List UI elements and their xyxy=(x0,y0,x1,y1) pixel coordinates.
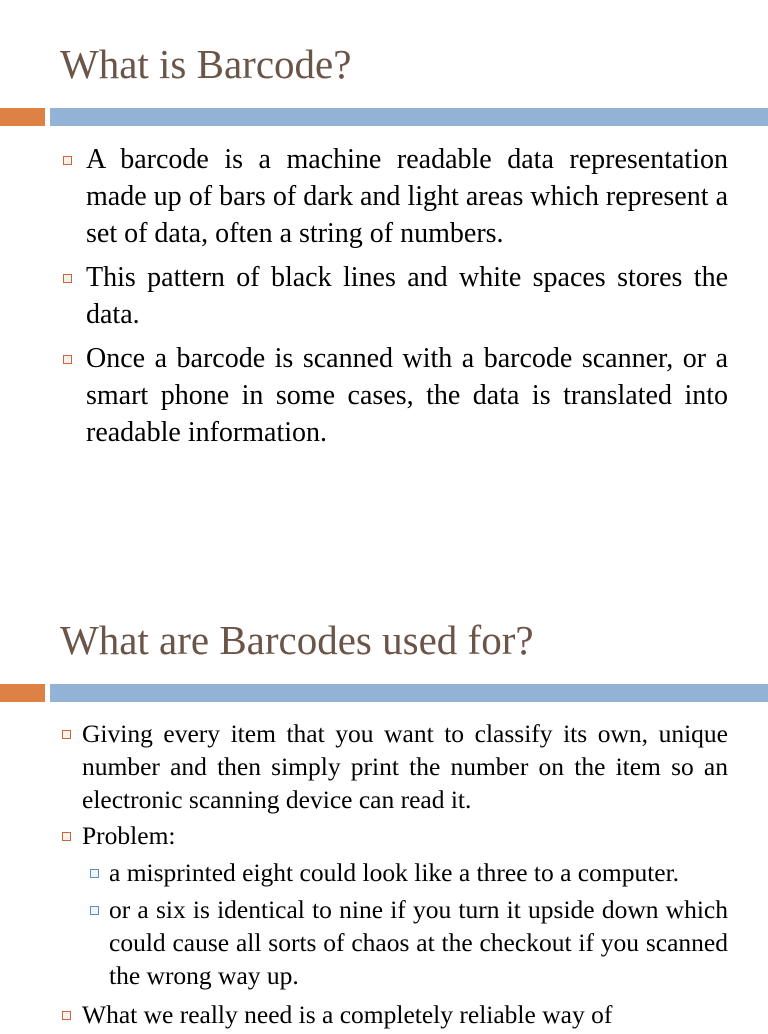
square-sub-bullet-icon xyxy=(90,906,99,915)
title-rule-accent xyxy=(0,108,45,126)
bullet-item xyxy=(82,819,728,992)
square-bullet-icon xyxy=(63,274,72,283)
title-rule-bar xyxy=(50,108,768,126)
slide-title: What is Barcode? xyxy=(60,41,352,87)
bullet-item xyxy=(82,998,728,1031)
square-bullet-icon xyxy=(62,832,71,841)
sub-bullet-text: a misprinted eight could look like a three to a computer. xyxy=(109,858,680,887)
square-sub-bullet-icon xyxy=(90,869,99,878)
square-bullet-icon xyxy=(62,730,71,739)
sub-bullet-text: or a six is identical to nine if you turn it upside down which could cause all sorts of chaos at the checkout if you scanned the wrong way up. xyxy=(109,895,728,990)
bullet-item xyxy=(86,141,728,252)
sub-bullet-item xyxy=(109,893,728,992)
bullet-text: Problem: xyxy=(82,821,176,850)
bullet-text: Once a barcode is scanned with a barcode scanner, or a smart phone in some cases, the data is translated into readable information. xyxy=(86,343,728,448)
sub-bullet-item xyxy=(109,856,728,889)
bullet-item xyxy=(86,259,728,333)
square-bullet-icon xyxy=(62,1011,71,1020)
sub-bullet-list xyxy=(82,856,728,992)
bullet-text: Giving every item that you want to classify its own, unique number and then simply print the number on the item so an electronic scanning device can read it. xyxy=(82,719,728,814)
title-rule-accent xyxy=(0,684,45,702)
bullet-list xyxy=(82,717,728,1034)
title-rule-bar xyxy=(50,684,768,702)
square-bullet-icon xyxy=(63,156,72,165)
bullet-text: What we really need is a completely reliable way of xyxy=(82,1000,613,1029)
slide-title: What are Barcodes used for? xyxy=(60,617,534,663)
square-bullet-icon xyxy=(63,355,72,364)
bullet-item xyxy=(86,340,728,451)
bullet-text: A barcode is a machine readable data representation made up of bars of dark and light areas which represent a set of data, often a string of numbers. xyxy=(86,144,728,249)
slide-barcodes-used-for xyxy=(0,575,768,1029)
bullet-item xyxy=(82,717,728,816)
bullet-list xyxy=(86,141,728,458)
bullet-text: This pattern of black lines and white spaces stores the data. xyxy=(86,262,728,330)
